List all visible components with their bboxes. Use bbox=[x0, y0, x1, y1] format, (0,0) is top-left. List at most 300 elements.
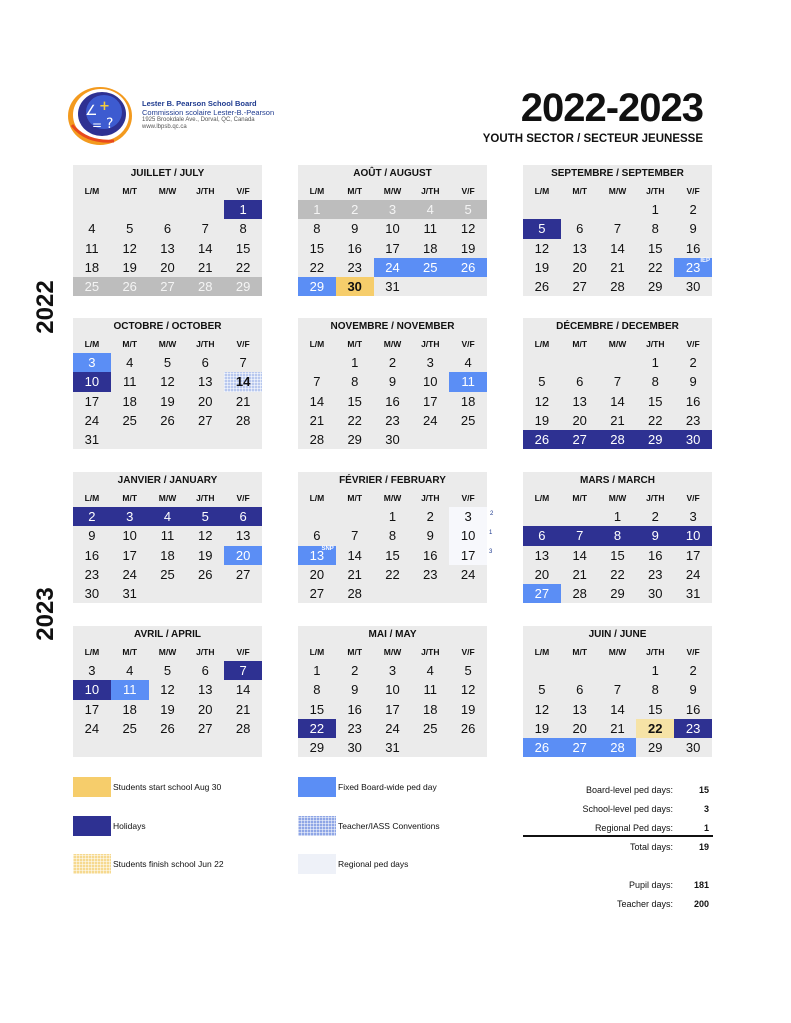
day-cell bbox=[636, 680, 674, 699]
day-cell bbox=[224, 392, 262, 411]
week-row bbox=[298, 219, 487, 238]
day-number: 10 bbox=[84, 682, 100, 698]
weekday-label: V/F bbox=[686, 186, 700, 196]
day-number: 28 bbox=[347, 586, 362, 601]
week-row bbox=[523, 700, 712, 719]
day-number: 3 bbox=[464, 509, 472, 524]
day-number: 7 bbox=[351, 528, 359, 544]
week-row bbox=[73, 738, 262, 757]
day-number: 17 bbox=[385, 240, 400, 256]
day-number: 26 bbox=[460, 259, 476, 275]
month-july bbox=[73, 165, 262, 296]
day-number: 6 bbox=[576, 374, 584, 390]
weekday-label: M/W bbox=[383, 493, 402, 503]
empty-day-cell bbox=[449, 738, 487, 757]
day-number: 15 bbox=[309, 701, 325, 717]
stat-value: 200 bbox=[693, 899, 709, 909]
day-number: 10 bbox=[685, 528, 701, 544]
day-cell bbox=[599, 392, 637, 411]
week-row bbox=[73, 661, 262, 680]
day-cell bbox=[374, 430, 412, 449]
day-number: 10 bbox=[84, 374, 100, 390]
day-number: 9 bbox=[689, 221, 697, 237]
day-cell bbox=[336, 411, 374, 430]
day-cell bbox=[374, 258, 412, 277]
weekday-label: M/T bbox=[347, 186, 363, 196]
stat-pupil-days bbox=[523, 880, 713, 894]
day-cell bbox=[111, 411, 149, 430]
day-number: 23 bbox=[347, 720, 362, 736]
day-number: 8 bbox=[313, 221, 321, 237]
day-cell bbox=[336, 372, 374, 391]
month-september bbox=[523, 165, 712, 296]
week-row bbox=[523, 258, 712, 277]
day-cell bbox=[149, 719, 187, 738]
day-number: 23 bbox=[84, 566, 100, 582]
day-number: 27 bbox=[198, 720, 213, 736]
empty-day-cell bbox=[411, 738, 449, 757]
day-cell bbox=[674, 392, 712, 411]
day-cell bbox=[599, 277, 637, 296]
day-number: 30 bbox=[385, 432, 400, 447]
day-cell bbox=[149, 411, 187, 430]
day-cell bbox=[674, 353, 712, 372]
day-number: 8 bbox=[651, 221, 659, 237]
day-cell bbox=[599, 430, 637, 449]
day-cell bbox=[523, 565, 561, 584]
weekday-header bbox=[523, 643, 712, 661]
week-row bbox=[523, 719, 712, 738]
day-cell bbox=[411, 661, 449, 680]
weekday-label: V/F bbox=[461, 647, 475, 657]
day-cell bbox=[298, 392, 336, 411]
day-cell bbox=[73, 430, 111, 449]
year-label-2023: 2023 bbox=[32, 587, 59, 641]
day-number: 24 bbox=[84, 720, 100, 736]
day-number: 16 bbox=[347, 701, 362, 717]
day-number: 14 bbox=[235, 682, 251, 698]
week-row bbox=[523, 526, 712, 545]
day-number: 14 bbox=[235, 374, 251, 390]
empty-day-cell bbox=[298, 353, 336, 372]
day-number: 17 bbox=[423, 393, 438, 409]
day-number: 1 bbox=[313, 663, 321, 678]
day-number: 8 bbox=[239, 221, 247, 237]
month-december bbox=[523, 318, 712, 449]
day-number: 19 bbox=[460, 240, 476, 256]
week-row bbox=[73, 411, 262, 430]
day-number: 15 bbox=[385, 547, 400, 563]
day-number: 20 bbox=[572, 259, 587, 275]
month-march bbox=[523, 472, 712, 603]
day-cell bbox=[224, 565, 262, 584]
empty-day-cell bbox=[561, 200, 599, 219]
empty-day-cell bbox=[599, 353, 637, 372]
weekday-header bbox=[523, 489, 712, 507]
day-number: 25 bbox=[423, 259, 438, 275]
day-cell bbox=[674, 680, 712, 699]
day-cell bbox=[449, 526, 487, 545]
weekday-label: M/W bbox=[158, 186, 177, 196]
day-number: 9 bbox=[351, 221, 359, 237]
day-number: 23 bbox=[685, 259, 701, 275]
empty-day-cell bbox=[411, 430, 449, 449]
weekday-header bbox=[298, 335, 487, 353]
day-cell bbox=[636, 700, 674, 719]
day-cell bbox=[73, 219, 111, 238]
weekday-label: V/F bbox=[461, 339, 475, 349]
weekday-label: V/F bbox=[461, 493, 475, 503]
weekday-label: L/M bbox=[84, 493, 100, 503]
empty-day-cell bbox=[449, 277, 487, 296]
day-cell bbox=[674, 219, 712, 238]
day-number: 26 bbox=[534, 740, 550, 755]
stat-total bbox=[523, 842, 713, 856]
weekday-label: J/TH bbox=[196, 493, 215, 503]
day-cell bbox=[111, 584, 149, 603]
day-number: 11 bbox=[423, 221, 438, 237]
day-cell bbox=[411, 372, 449, 391]
weekday-header bbox=[73, 489, 262, 507]
stat-label: Board-level ped days: bbox=[585, 785, 673, 795]
day-number: 20 bbox=[572, 412, 587, 428]
day-cell bbox=[599, 680, 637, 699]
weekday-label: L/M bbox=[309, 647, 325, 657]
day-number: 6 bbox=[201, 355, 209, 370]
day-cell bbox=[636, 526, 674, 545]
day-cell bbox=[674, 700, 712, 719]
day-cell bbox=[449, 565, 487, 584]
weekday-label: M/W bbox=[383, 339, 402, 349]
weekday-label: M/W bbox=[608, 647, 627, 657]
day-cell bbox=[186, 526, 224, 545]
weekday-label: M/W bbox=[608, 339, 627, 349]
day-cell bbox=[561, 258, 599, 277]
svg-text:∠: ∠ bbox=[85, 103, 98, 119]
week-row bbox=[298, 507, 487, 526]
day-cell bbox=[599, 239, 637, 258]
day-number: 18 bbox=[84, 259, 100, 275]
day-cell bbox=[636, 738, 674, 757]
day-cell bbox=[561, 411, 599, 430]
day-cell bbox=[336, 392, 374, 411]
day-number: 23 bbox=[423, 566, 438, 582]
day-number: 3 bbox=[426, 355, 434, 370]
empty-day-cell bbox=[449, 430, 487, 449]
day-number: 31 bbox=[122, 586, 137, 601]
day-cell bbox=[449, 239, 487, 258]
feb-note: 2 bbox=[490, 511, 494, 517]
day-number: 8 bbox=[613, 528, 622, 544]
day-cell bbox=[186, 700, 224, 719]
day-number: 6 bbox=[201, 663, 209, 678]
day-number: 1 bbox=[388, 509, 397, 524]
weekday-header bbox=[73, 182, 262, 200]
day-number: 15 bbox=[648, 393, 663, 409]
day-cell bbox=[599, 738, 637, 757]
stat-board-ped bbox=[523, 785, 713, 799]
day-cell bbox=[636, 392, 674, 411]
day-cell bbox=[523, 411, 561, 430]
day-number: 29 bbox=[648, 740, 663, 755]
day-number: 16 bbox=[385, 393, 400, 409]
day-number: 3 bbox=[689, 509, 697, 524]
day-cell bbox=[374, 565, 412, 584]
day-cell bbox=[523, 277, 561, 296]
day-cell bbox=[224, 372, 262, 391]
day-cell bbox=[561, 372, 599, 391]
day-cell bbox=[411, 565, 449, 584]
day-cell bbox=[523, 738, 561, 757]
day-cell bbox=[73, 584, 111, 603]
page-subtitle: YOUTH SECTOR / SECTEUR JEUNESSE bbox=[482, 133, 703, 145]
day-number: 22 bbox=[347, 412, 362, 428]
day-cell bbox=[449, 392, 487, 411]
week-row bbox=[523, 507, 712, 526]
month-november bbox=[298, 318, 487, 449]
weekday-label: J/TH bbox=[646, 647, 665, 657]
day-cell bbox=[149, 392, 187, 411]
day-number: 29 bbox=[309, 740, 325, 755]
school-board-logo bbox=[66, 85, 134, 147]
month-october bbox=[73, 318, 262, 449]
empty-day-cell bbox=[149, 584, 187, 603]
empty-day-cell bbox=[374, 584, 412, 603]
day-cell bbox=[636, 584, 674, 603]
day-cell bbox=[224, 277, 262, 296]
day-number: 2 bbox=[651, 509, 659, 524]
day-number: 19 bbox=[198, 547, 213, 563]
empty-day-cell bbox=[224, 738, 262, 757]
day-number: 11 bbox=[122, 682, 137, 698]
day-cell bbox=[411, 507, 449, 526]
week-row bbox=[73, 277, 262, 296]
day-cell bbox=[73, 507, 111, 526]
day-cell bbox=[374, 719, 412, 738]
empty-day-cell bbox=[224, 584, 262, 603]
day-number: 13 bbox=[572, 701, 587, 717]
weekday-label: M/T bbox=[347, 493, 363, 503]
day-cell bbox=[298, 526, 336, 545]
legend-ped: Fixed Board-wide ped day bbox=[338, 782, 437, 792]
day-number: 12 bbox=[198, 528, 213, 544]
day-cell bbox=[449, 200, 487, 219]
empty-day-cell bbox=[111, 738, 149, 757]
day-cell bbox=[561, 565, 599, 584]
day-cell bbox=[73, 258, 111, 277]
day-number: 4 bbox=[126, 355, 134, 370]
day-cell bbox=[599, 507, 637, 526]
day-cell bbox=[186, 277, 224, 296]
day-number: 2 bbox=[689, 355, 697, 370]
day-number: 21 bbox=[235, 393, 251, 409]
week-row bbox=[523, 565, 712, 584]
day-number: 4 bbox=[163, 509, 172, 524]
day-cell bbox=[674, 661, 712, 680]
week-row bbox=[298, 584, 487, 603]
empty-day-cell bbox=[561, 353, 599, 372]
day-number: 28 bbox=[610, 432, 625, 447]
day-cell bbox=[599, 526, 637, 545]
weekday-label: L/M bbox=[534, 339, 550, 349]
weekday-label: L/M bbox=[84, 647, 100, 657]
day-cell bbox=[599, 546, 637, 565]
day-number: 13 bbox=[235, 528, 251, 544]
day-cell bbox=[411, 411, 449, 430]
day-cell bbox=[336, 738, 374, 757]
empty-day-cell bbox=[224, 430, 262, 449]
day-cell bbox=[674, 565, 712, 584]
day-cell bbox=[674, 239, 712, 258]
day-number: 7 bbox=[313, 374, 321, 390]
week-row bbox=[73, 353, 262, 372]
day-cell bbox=[111, 372, 149, 391]
day-number: 1 bbox=[613, 509, 622, 524]
weekday-label: L/M bbox=[309, 339, 325, 349]
day-number: 15 bbox=[309, 240, 325, 256]
day-cell bbox=[411, 700, 449, 719]
day-cell bbox=[561, 680, 599, 699]
day-cell bbox=[523, 239, 561, 258]
day-cell bbox=[186, 565, 224, 584]
day-number: 2 bbox=[351, 202, 359, 217]
day-number: 28 bbox=[572, 586, 587, 601]
day-number: 20 bbox=[198, 701, 213, 717]
week-row bbox=[73, 372, 262, 391]
legend-holidays: Holidays bbox=[113, 821, 146, 831]
day-cell bbox=[674, 277, 712, 296]
day-cell bbox=[411, 219, 449, 238]
day-cell bbox=[73, 546, 111, 565]
weekday-label: J/TH bbox=[646, 339, 665, 349]
week-row bbox=[523, 680, 712, 699]
day-number: 19 bbox=[460, 701, 476, 717]
day-cell bbox=[674, 430, 712, 449]
day-number: 3 bbox=[388, 202, 397, 217]
day-cell bbox=[298, 277, 336, 296]
stat-teacher-days bbox=[523, 899, 713, 913]
day-number: 3 bbox=[126, 509, 134, 524]
day-number: 19 bbox=[160, 393, 175, 409]
day-cell bbox=[298, 411, 336, 430]
day-cell bbox=[224, 353, 262, 372]
empty-day-cell bbox=[186, 430, 224, 449]
week-row bbox=[73, 719, 262, 738]
day-cell bbox=[599, 584, 637, 603]
week-row bbox=[523, 584, 712, 603]
day-cell bbox=[111, 526, 149, 545]
day-number: 16 bbox=[423, 547, 438, 563]
day-number: 16 bbox=[347, 240, 362, 256]
day-cell bbox=[149, 565, 187, 584]
week-row bbox=[73, 507, 262, 526]
stat-label: Pupil days: bbox=[628, 880, 673, 890]
day-cell bbox=[298, 200, 336, 219]
day-number: 24 bbox=[84, 412, 100, 428]
day-number: 13 bbox=[198, 682, 213, 698]
day-number: 17 bbox=[385, 701, 400, 717]
day-cell bbox=[523, 584, 561, 603]
day-cell bbox=[599, 411, 637, 430]
day-cell bbox=[636, 411, 674, 430]
day-number: 10 bbox=[423, 374, 438, 390]
day-cell bbox=[111, 507, 149, 526]
day-cell bbox=[336, 565, 374, 584]
day-number: 2 bbox=[88, 509, 96, 524]
day-number: 19 bbox=[160, 701, 175, 717]
day-cell bbox=[374, 353, 412, 372]
month-title: OCTOBRE / OCTOBER bbox=[73, 318, 262, 335]
day-cell bbox=[336, 700, 374, 719]
week-row bbox=[73, 526, 262, 545]
day-number: 17 bbox=[460, 547, 476, 563]
empty-day-cell bbox=[186, 738, 224, 757]
weekday-label: L/M bbox=[534, 647, 550, 657]
day-number: 17 bbox=[84, 393, 100, 409]
weekday-label: M/W bbox=[158, 339, 177, 349]
day-cell bbox=[73, 239, 111, 258]
day-number: 27 bbox=[198, 412, 213, 428]
day-cell bbox=[523, 430, 561, 449]
day-number: 12 bbox=[160, 682, 175, 698]
day-cell bbox=[298, 680, 336, 699]
week-row bbox=[73, 392, 262, 411]
day-cell bbox=[73, 565, 111, 584]
day-number: 21 bbox=[610, 259, 625, 275]
weekday-label: V/F bbox=[236, 647, 250, 657]
day-cell bbox=[186, 239, 224, 258]
day-cell bbox=[411, 392, 449, 411]
day-number: 24 bbox=[385, 720, 400, 736]
day-number: 7 bbox=[576, 528, 584, 544]
week-row bbox=[298, 411, 487, 430]
day-cell bbox=[599, 372, 637, 391]
day-number: 8 bbox=[351, 374, 359, 390]
week-row bbox=[298, 258, 487, 277]
legend-swatch-ped bbox=[298, 777, 336, 797]
day-number: 12 bbox=[460, 221, 476, 237]
day-number: 20 bbox=[160, 259, 175, 275]
legend-swatch-holidays bbox=[73, 816, 111, 836]
stat-value: 15 bbox=[698, 785, 709, 795]
week-row bbox=[73, 680, 262, 699]
day-cell bbox=[561, 719, 599, 738]
day-number: 10 bbox=[385, 682, 400, 698]
day-cell bbox=[336, 258, 374, 277]
day-number: 28 bbox=[610, 279, 625, 294]
day-cell bbox=[111, 680, 149, 699]
weekday-label: L/M bbox=[534, 493, 550, 503]
weekday-header bbox=[298, 643, 487, 661]
month-title: MAI / MAY bbox=[298, 626, 487, 643]
day-number: 30 bbox=[685, 279, 701, 294]
day-number: 8 bbox=[651, 682, 659, 698]
day-cell bbox=[449, 411, 487, 430]
week-row bbox=[73, 200, 262, 219]
day-number: 6 bbox=[576, 682, 584, 698]
month-january bbox=[73, 472, 262, 603]
weekday-label: M/T bbox=[122, 186, 138, 196]
day-number: 30 bbox=[347, 740, 362, 755]
day-cell bbox=[374, 546, 412, 565]
day-cell bbox=[411, 200, 449, 219]
day-cell bbox=[224, 661, 262, 680]
day-number: 18 bbox=[460, 393, 476, 409]
day-cell bbox=[111, 392, 149, 411]
day-cell bbox=[374, 372, 412, 391]
day-cell bbox=[374, 738, 412, 757]
svg-text:+: + bbox=[99, 99, 110, 114]
